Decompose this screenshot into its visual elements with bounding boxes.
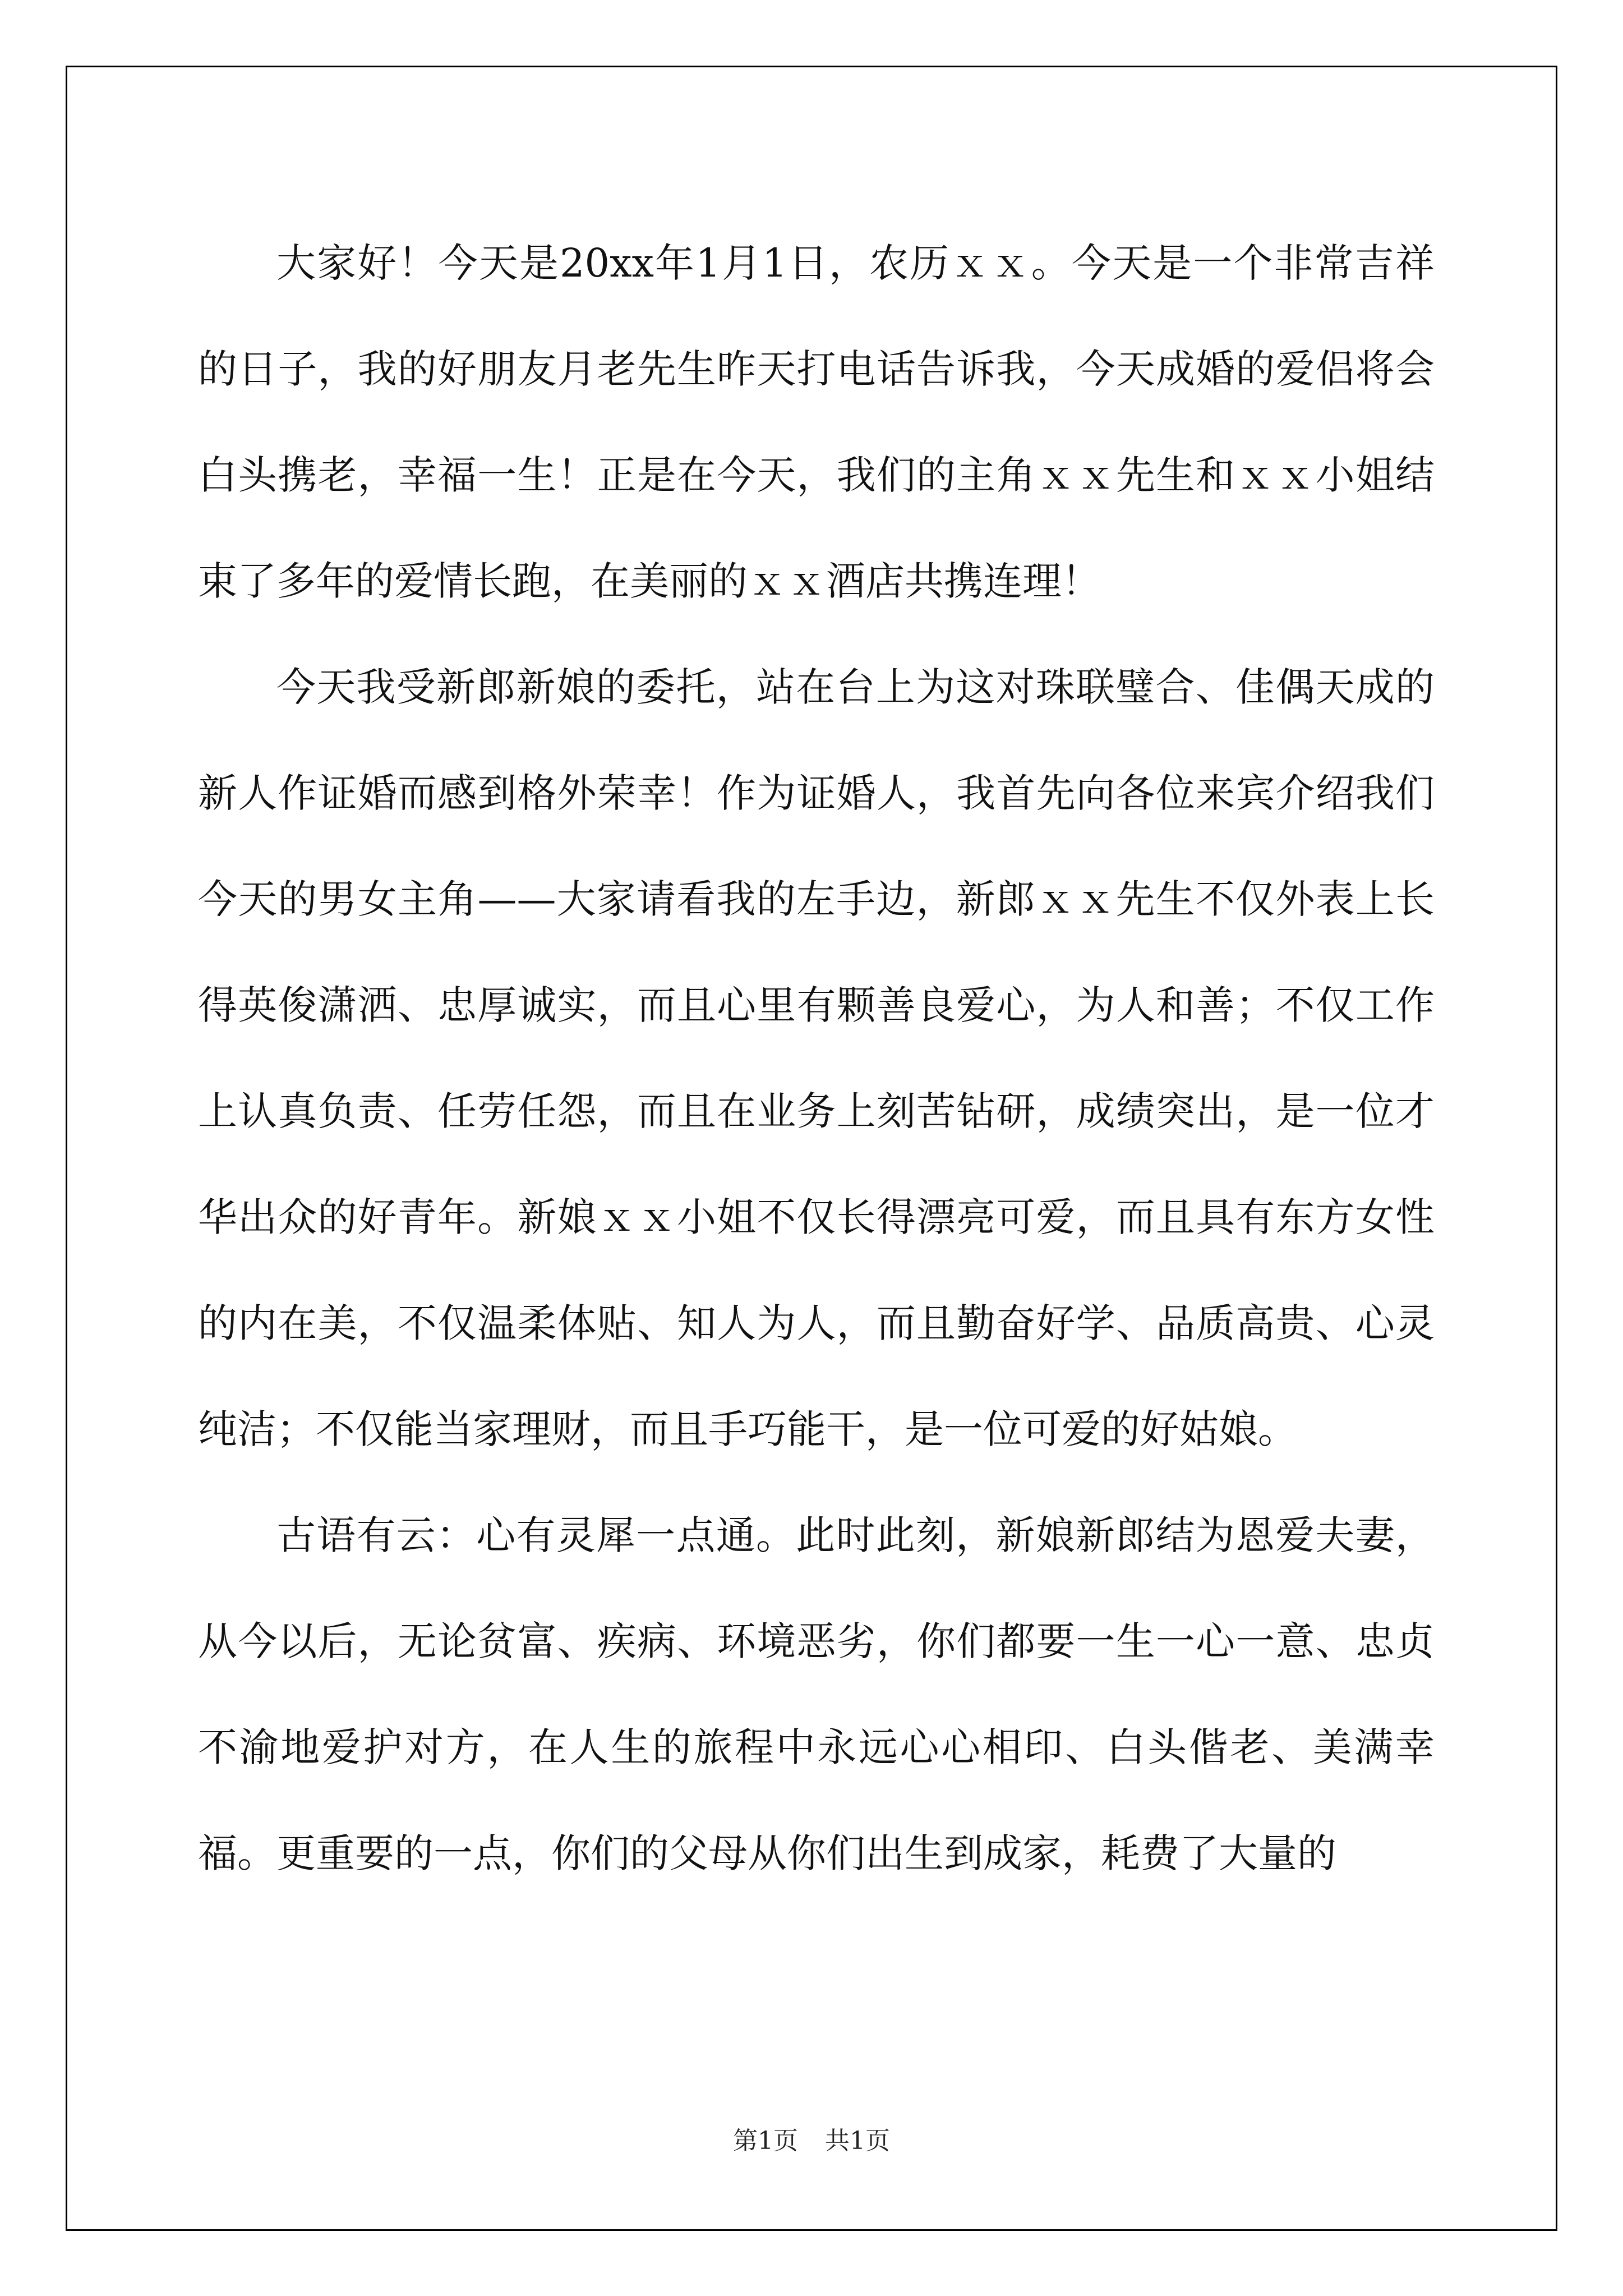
paragraph-2: 今天我受新郎新娘的委托，站在台上为这对珠联璧合、佳偶天成的新人作证婚而感到格外荣幸！作为证婚人，我首先向各位来宾介绍我们今天的男女主角——大家请看我的左手边，新郎ｘｘ先生不仅外表上长得英俊潇洒、忠厚诚实，而且心里有颗善良爱心，为人和善；不仅工作上认真负责、任劳任怨，而且在业务上刻苦钻研，成绩突出，是一位才华出众的好青年。新娘ｘｘ小姐不仅长得漂亮可爱，而且具有东方女性的内在美，不仅温柔体贴、知人为人，而且勤奋好学、品质高贵、心灵纯洁；不仅能当家理财，而且手巧能干，是一位可爱的好姑娘。 [198,664,1435,1452]
paragraph-3: 古语有云：心有灵犀一点通。此时此刻，新娘新郎结为恩爱夫妻，从今以后，无论贫富、疾病、环境恶劣，你们都要一生一心一意、忠贞不渝地爱护对方，在人生的旅程中永远心心相印、白头偕老、美满幸福。更重要的一点，你们的父母从你们出生到成家，耗费了大量的 [198,1512,1435,1876]
page-number-total: 共1页 [825,2127,890,2155]
document-body [198,210,1435,1907]
paragraph-1: 大家好！今天是20xx年1月1日，农历ｘｘ。今天是一个非常吉祥的日子，我的好朋友月老先生昨天打电话告诉我，今天成婚的爱侣将会白头携老，幸福一生！正是在今天，我们的主角ｘｘ先生和ｘｘ小姐结束了多年的爱情长跑，在美丽的ｘｘ酒店共携连理！ [198,240,1435,604]
page-number-current: 第1页 [733,2127,798,2155]
page-footer [0,2120,1623,2156]
